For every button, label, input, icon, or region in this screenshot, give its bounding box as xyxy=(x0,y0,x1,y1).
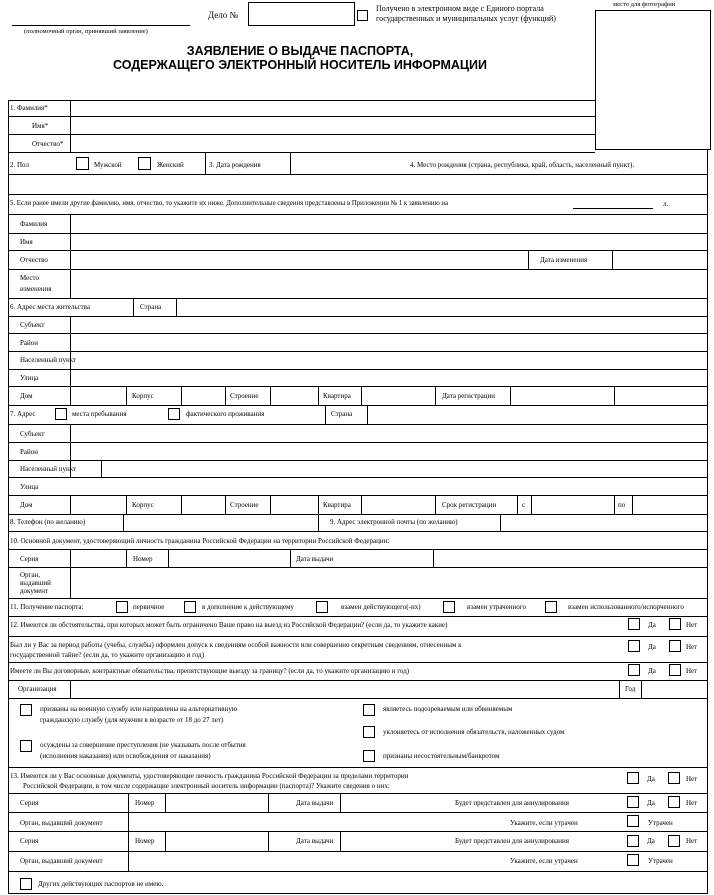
s5-surname-label: Фамилия xyxy=(20,220,48,228)
s7-house-label: Дом xyxy=(20,501,33,509)
s7-subject-label: Субъект xyxy=(20,430,45,438)
no-other-passports-checkbox[interactable] xyxy=(20,878,32,890)
form-title-2: СОДЕРЖАЩЕГО ЭЛЕКТРОННЫЙ НОСИТЕЛЬ ИНФОРМАЦИИ xyxy=(112,58,488,72)
q3-yes-checkbox[interactable] xyxy=(628,664,640,676)
s12-convict-line1: осуждены за совершение преступления (не указывать после отбытия xyxy=(40,741,246,749)
convicted-checkbox[interactable] xyxy=(20,740,32,752)
s13-q-line2: Российской Федерации, в том числе содержащие электронный носитель информации (паспорта)? Укажите сведения о них: xyxy=(23,782,390,790)
organization-field[interactable] xyxy=(71,681,619,698)
phone-label: 8. Телефон (по желанию) xyxy=(10,518,86,526)
p2-yes-label: Да xyxy=(647,837,655,845)
s12-q2-line1: Был ли у Вас за период работы (учебы, службы) оформлен допуск к сведениям особой важности или совершенно секретным сведениям, отнесенным к xyxy=(10,641,462,649)
suspect-checkbox[interactable] xyxy=(363,704,375,716)
s10-title: 10. Основной документ, удостоверяющий личность гражданина Российской Федерации на территории Российской Федерации: xyxy=(10,537,390,545)
s11-title: 11. Получение паспорта: xyxy=(10,603,84,611)
p2-no-checkbox[interactable] xyxy=(668,835,680,847)
organ-line xyxy=(12,25,190,26)
s11-replace-valid-label: взамен действующего(-их) xyxy=(341,603,421,611)
s10-organ-label-2: выдавший xyxy=(20,579,51,587)
s7-settlement-label: Населенный пункт xyxy=(20,465,77,473)
p1-number-label: Номер xyxy=(135,799,155,807)
no-other-passports-label: Других действующих паспортов не имею. xyxy=(38,880,164,888)
s7-street-label: Улица xyxy=(20,483,39,491)
surname-field[interactable] xyxy=(71,101,594,116)
dob-label: 3. Дата рождения xyxy=(209,161,261,169)
additional-checkbox[interactable] xyxy=(184,601,196,613)
portal-checkbox[interactable] xyxy=(357,10,368,21)
s5-name-label: Имя xyxy=(20,238,33,246)
s10-issue-date-label: Дата выдачи xyxy=(296,555,334,563)
portal-line2: государственных и муниципальных услуг (функций) xyxy=(376,14,556,23)
pob-field[interactable] xyxy=(9,175,707,194)
s12-q3: Имеете ли Вы договорные, контрактные обязательства, препятствующие выезду за границу? (если да, то укажите организацию и год) xyxy=(10,667,410,675)
p2-organ-label: Орган, выдавший документ xyxy=(20,857,103,865)
p1-series-label: Серия xyxy=(20,799,39,807)
name-label: Имя* xyxy=(32,122,49,130)
s11-replace-used-label: взамен использованного/испорченного xyxy=(568,603,684,611)
p1-lost-label: Утрачен xyxy=(648,819,673,827)
s7-country-label: Страна xyxy=(331,410,353,418)
s7-district-label: Район xyxy=(20,448,38,456)
s13-yes-checkbox[interactable] xyxy=(627,772,639,784)
s7-structure-label: Строение xyxy=(230,501,259,509)
s7-building-label: Корпус xyxy=(132,501,154,509)
s5-patronymic-label: Отчество xyxy=(20,256,48,264)
s6-street-label: Улица xyxy=(20,374,39,382)
s10-number-label: Номер xyxy=(133,555,153,563)
q1-no-checkbox[interactable] xyxy=(669,618,681,630)
s7-stay-label: места пребывания xyxy=(72,410,127,418)
s7-reg-term-label: Срок регистрации xyxy=(442,501,497,509)
actual-residence-checkbox[interactable] xyxy=(168,408,180,420)
p1-no-label: Нет xyxy=(686,799,698,807)
s10-series-label: Серия xyxy=(20,555,39,563)
s5-place-label-1: Место xyxy=(20,274,39,282)
p2-lost-checkbox[interactable] xyxy=(627,854,639,866)
s11-additional-label: в дополнение к действующему xyxy=(202,603,294,611)
primary-checkbox[interactable] xyxy=(116,601,128,613)
p1-issue-date-label: Дата выдачи xyxy=(296,799,334,807)
s12-mil-line2: гражданскую службу (для мужчин в возрасте от 18 до 27 лет) xyxy=(40,716,224,724)
photo-label: место для фотографии xyxy=(613,1,676,8)
female-checkbox[interactable] xyxy=(138,157,151,170)
p2-lost-label: Утрачен xyxy=(648,857,673,865)
s7-apartment-label: Квартира xyxy=(323,501,351,509)
s13-yes-label: Да xyxy=(647,775,655,783)
male-label: Мужской xyxy=(94,161,122,169)
stay-checkbox[interactable] xyxy=(55,408,67,420)
q2-yes-label: Да xyxy=(648,643,656,651)
q1-yes-label: Да xyxy=(648,621,656,629)
s7-to-label: по xyxy=(618,501,626,509)
s6-settlement-label: Населенный пункт xyxy=(20,356,77,364)
dob-field[interactable] xyxy=(291,153,396,174)
s13-no-label: Нет xyxy=(686,775,698,783)
evade-checkbox[interactable] xyxy=(363,726,375,738)
q3-no-checkbox[interactable] xyxy=(669,664,681,676)
photo-box xyxy=(595,10,711,150)
email-field[interactable] xyxy=(501,515,707,531)
s7-from-label: с xyxy=(522,501,526,509)
s6-subject-label: Субъект xyxy=(20,321,45,329)
s6-country-label: Страна xyxy=(140,303,162,311)
p2-yes-checkbox[interactable] xyxy=(627,835,639,847)
s7-actual-label: фактического проживания xyxy=(186,410,265,418)
delo-label: Дело № xyxy=(208,10,239,20)
p1-yes-checkbox[interactable] xyxy=(627,796,639,808)
s6-apartment-label: Квартира xyxy=(323,392,351,400)
military-checkbox[interactable] xyxy=(20,704,32,716)
female-label: Женский xyxy=(157,161,184,169)
form-title-1: ЗАЯВЛЕНИЕ О ВЫДАЧЕ ПАСПОРТА, xyxy=(186,44,414,58)
p1-no-checkbox[interactable] xyxy=(668,796,680,808)
q3-yes-label: Да xyxy=(648,667,656,675)
p1-cancel-label: Будет представлен для аннулирования xyxy=(455,799,569,807)
p2-no-label: Нет xyxy=(686,837,698,845)
s12-org-label: Организация xyxy=(18,685,57,693)
s12-convict-line2: (исполнения наказания) или освобождения от наказания) xyxy=(40,752,211,760)
bankrupt-checkbox[interactable] xyxy=(363,750,375,762)
p1-lost-checkbox[interactable] xyxy=(627,815,639,827)
s7-title: 7. Адрес xyxy=(10,410,36,418)
delo-number-field[interactable] xyxy=(248,2,355,26)
portal-line1: Получено в электронном виде с Единого портала xyxy=(376,4,544,13)
s12-bankrupt-label: признаны несостоятельным/банкротом xyxy=(383,752,500,760)
p2-number-label: Номер xyxy=(135,837,155,845)
name-field[interactable] xyxy=(71,117,594,134)
s12-evade-label: уклоняетесь от исполнения обязательств, наложенных судом xyxy=(383,728,565,736)
p1-yes-label: Да xyxy=(647,799,655,807)
sex-label: 2. Пол xyxy=(10,161,29,169)
p2-issue-date-label: Дата выдачи xyxy=(296,837,334,845)
q2-yes-checkbox[interactable] xyxy=(628,640,640,652)
s6-reg-date-label: Дата регистрации xyxy=(442,392,496,400)
s5-sheets: л. xyxy=(663,200,669,208)
q1-yes-checkbox[interactable] xyxy=(628,618,640,630)
p2-cancel-label: Будет представлен для аннулирования xyxy=(455,837,569,845)
s12-q1: 12. Имеются ли обстоятельства, при которых может быть ограничено Ваше право на выезд из Российской Федерации? (если да, то укажите какие) xyxy=(10,621,448,629)
q2-no-label: Нет xyxy=(686,643,698,651)
replace-valid-checkbox[interactable] xyxy=(316,601,328,613)
s12-year-label: Год xyxy=(625,685,636,693)
s6-district-label: Район xyxy=(20,339,38,347)
s13-q-line1: 13. Имеются ли у Вас основные документы, удостоверяющие личность гражданина Российской Федерации за пределами территории xyxy=(10,772,409,780)
s11-replace-lost-label: взамен утраченного xyxy=(467,603,526,611)
q3-no-label: Нет xyxy=(686,667,698,675)
replace-used-checkbox[interactable] xyxy=(545,601,557,613)
s6-house-label: Дом xyxy=(20,392,33,400)
organ-caption: (полномочный орган, принявший заявление) xyxy=(24,28,148,35)
phone-field[interactable] xyxy=(124,515,314,531)
email-label: 9. Адрес электронной почты (по желанию) xyxy=(330,518,458,526)
p2-if-lost-label: Укажите, если утрачен xyxy=(510,857,578,865)
surname-label: 1. Фамилия* xyxy=(10,104,48,112)
s12-q2-line2: государственной тайне? (если да, то укажите организацию и год) xyxy=(10,651,205,659)
q1-no-label: Нет xyxy=(686,621,698,629)
p1-if-lost-label: Укажите, если утрачен xyxy=(510,819,578,827)
patronymic-field[interactable] xyxy=(71,135,594,152)
q2-no-checkbox[interactable] xyxy=(669,640,681,652)
s10-organ-label-3: документ xyxy=(20,587,49,595)
s6-building-label: Корпус xyxy=(132,392,154,400)
s6-title: 6. Адрес места жительства xyxy=(10,303,90,311)
p2-series-label: Серия xyxy=(20,837,39,845)
s6-structure-label: Строение xyxy=(230,392,259,400)
s5-intro: 5. Если ранее имели другие фамилию, имя, отчество, то укажите их ниже. Дополнительные сведения представлены в Приложении № 1 к заявлению на xyxy=(10,200,449,207)
s11-primary-label: первичное xyxy=(133,603,165,611)
p1-organ-label: Орган, выдавший документ xyxy=(20,819,103,827)
pob-label: 4. Место рождения (страна, республика, край, область, населенный пункт). xyxy=(410,161,635,169)
s12-mil-line1: призваны на военную службу или направлены на альтернативную xyxy=(40,705,238,713)
s10-organ-label-1: Орган, xyxy=(20,571,41,579)
s5-change-date-label: Дата изменения xyxy=(540,256,588,264)
s13-no-checkbox[interactable] xyxy=(668,772,680,784)
replace-lost-checkbox[interactable] xyxy=(443,601,455,613)
s12-suspect-label: являетесь подозреваемым или обвиняемым xyxy=(383,705,513,713)
male-checkbox[interactable] xyxy=(76,157,89,170)
s5-place-label-2: изменения xyxy=(20,285,52,293)
patronymic-label: Отчество* xyxy=(32,140,64,148)
